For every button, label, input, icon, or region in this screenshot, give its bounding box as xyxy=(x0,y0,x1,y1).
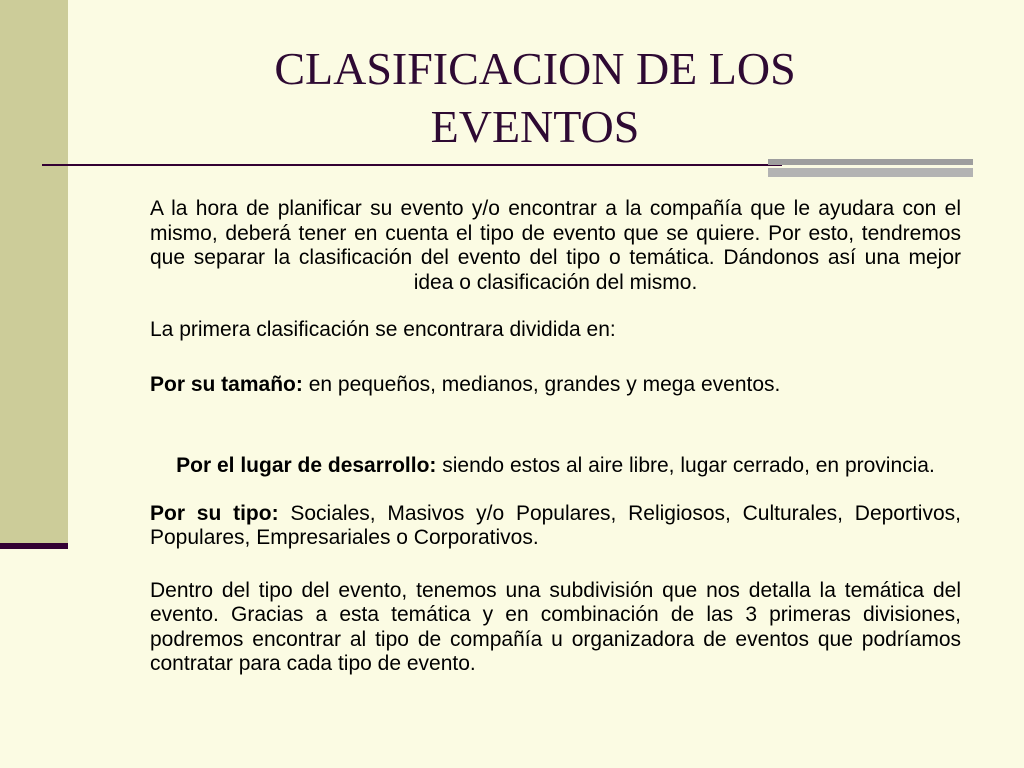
place-label: Por el lugar de desarrollo: xyxy=(176,454,437,477)
gray-bar-top xyxy=(768,159,973,165)
title-divider xyxy=(42,164,782,166)
closing-paragraph: Dentro del tipo del evento, tenemos una subdivisión que nos detalla la temática del evento. Gracias a esta temática y en combinación de las 3 primeras divisiones, podremos encontrar al tipo de compañía u organizadora de eventos que podríamos contratar para cada tipo de evento. xyxy=(150,578,961,675)
place-paragraph xyxy=(150,454,961,479)
type-text: Sociales, Masivos y/o Populares, Religiosos, Culturales, Deportivos, Populares, Empresariales o Corporativos. xyxy=(150,501,961,549)
title-line-2: EVENTOS xyxy=(430,101,640,152)
slide-body xyxy=(150,197,961,677)
type-label: Por su tipo: xyxy=(150,501,279,525)
slide-title xyxy=(130,40,940,156)
gray-bar-bottom xyxy=(768,168,973,177)
left-accent-line xyxy=(0,543,68,549)
gray-accent-bar xyxy=(768,159,973,178)
size-text: en pequeños, medianos, grandes y mega eventos. xyxy=(302,372,781,396)
title-line-1: CLASIFICACION DE LOS xyxy=(274,43,796,94)
size-paragraph xyxy=(150,373,961,398)
intro-paragraph: A la hora de planificar su evento y/o encontrar a la compañía que le ayudara con el mismo, deberá tener en cuenta el tipo de evento que se quiere. Por esto, tendremos que separar la clasificación del evento del tipo o temática. Dándonos así una mejor idea o clasificación del mismo. xyxy=(150,197,961,294)
size-label: Por su tamaño: xyxy=(150,372,303,396)
place-text: siendo estos al aire libre, lugar cerrado, en provincia. xyxy=(436,454,935,477)
first-classification-paragraph: La primera clasificación se encontrara dividida en: xyxy=(150,318,616,341)
type-paragraph xyxy=(150,502,961,551)
left-decorative-band xyxy=(0,0,68,546)
